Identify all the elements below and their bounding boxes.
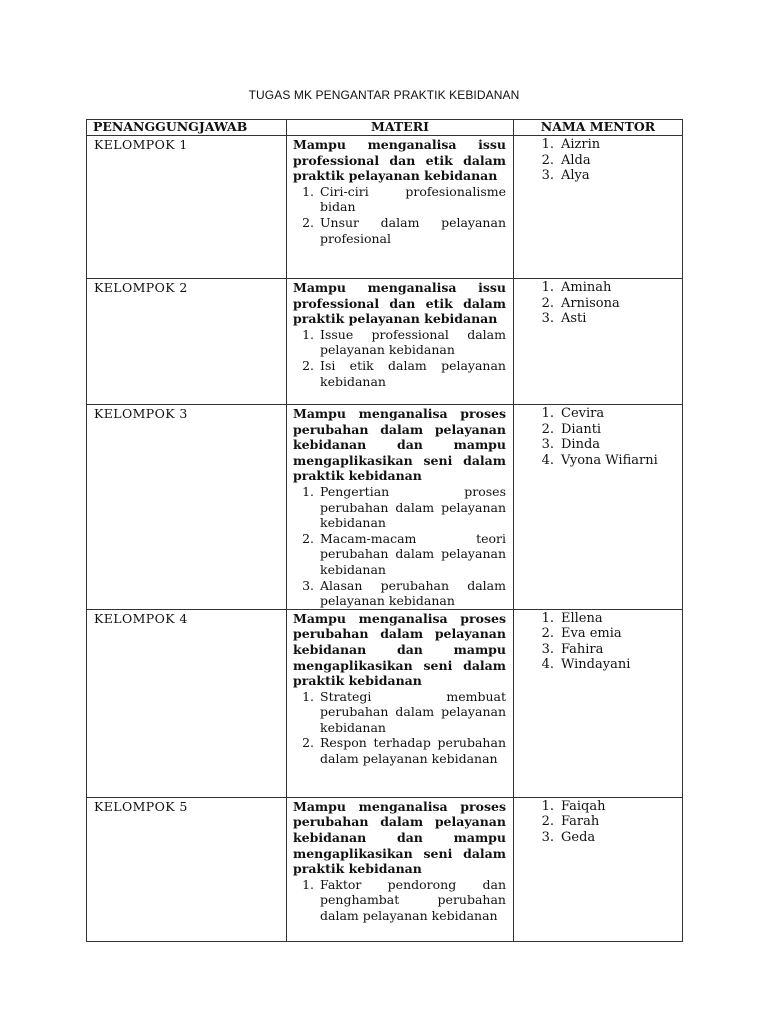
list-item: 1. Faktor pendorong dan penghambat perubahan dalam pelayanan kebidanan (302, 876, 506, 923)
list-item: 2. Macam-macam teori perubahan dalam pelayanan kebidanan (302, 530, 506, 577)
list-item: 1. Ciri-ciri profesionalisme bidan (302, 183, 506, 215)
list-item: 1. Pengertian proses perubahan dalam pelayanan kebidanan (302, 483, 506, 531)
materi-cell (287, 279, 514, 405)
mentor-cell (514, 609, 683, 797)
mentor-list (530, 799, 682, 846)
topic-title: Mampu menganalisa proses perubahan dalam pelayanan kebidanan dan mampu mengaplikasikan seni dalam praktik kebidanan (293, 406, 506, 484)
subtopic-list (293, 689, 506, 767)
materi-cell (287, 609, 514, 797)
mentor-cell (514, 279, 683, 405)
materi-cell (287, 136, 514, 279)
list-item: 4. Vyona Wifiarni (541, 452, 658, 468)
list-item: 3. Alya (541, 168, 590, 183)
subtopic-list (293, 327, 506, 389)
table-row (87, 797, 683, 941)
assignment-table (86, 119, 683, 942)
topic-title: Mampu menganalisa issu professional dan etik dalam praktik pelayanan kebidanan (293, 280, 506, 327)
list-item: 2. Farah (541, 814, 600, 830)
list-item: 1. Cevira (541, 406, 605, 421)
group-name: KELOMPOK 2 (87, 279, 287, 405)
list-item: 1. Aminah (541, 280, 612, 295)
list-item: 2. Isi etik dalam pelayanan kebidanan (302, 357, 506, 389)
list-item: 1. Issue professional dalam pelayanan kebidanan (302, 326, 506, 358)
list-item: 2. Dianti (541, 421, 602, 437)
list-item: 3. Geda (541, 829, 596, 845)
mentor-cell (514, 797, 683, 941)
list-item: 3. Fahira (541, 641, 604, 657)
mentor-list (530, 406, 682, 468)
table-row (87, 136, 683, 279)
document-title: TUGAS MK PENGANTAR PRAKTIK KEBIDANAN (248, 88, 520, 102)
list-item: 2. Alda (541, 152, 591, 168)
topic-title: Mampu menganalisa proses perubahan dalam pelayanan kebidanan dan mampu mengaplikasikan seni dalam praktik kebidanan (293, 798, 506, 877)
header-nama-mentor: NAMA MENTOR (514, 120, 683, 136)
list-item: 1. Strategi membuat perubahan dalam pelayanan kebidanan (302, 688, 506, 735)
topic-title: Mampu menganalisa issu professional dan etik dalam praktik pelayanan kebidanan (293, 137, 506, 184)
materi-cell (287, 797, 514, 941)
topic-title: Mampu menganalisa proses perubahan dalam pelayanan kebidanan dan mampu mengaplikasikan seni dalam praktik kebidanan (293, 610, 506, 689)
table-row (87, 405, 683, 610)
group-name: KELOMPOK 4 (87, 609, 287, 797)
list-item: 3. Asti (541, 311, 587, 326)
mentor-list (530, 280, 682, 327)
group-name: KELOMPOK 1 (87, 136, 287, 279)
header-materi: MATERI (287, 120, 514, 136)
mentor-list (530, 137, 682, 184)
list-item: 2. Respon terhadap perubahan dalam pelayanan kebidanan (302, 735, 506, 767)
table-row (87, 279, 683, 405)
list-item: 1. Aizrin (541, 137, 601, 152)
header-penanggungjawab: PENANGGUNGJAWAB (87, 120, 287, 136)
list-item: 2. Eva emia (541, 626, 622, 642)
subtopic-list (293, 877, 506, 924)
subtopic-list (293, 184, 506, 246)
group-name: KELOMPOK 5 (87, 797, 287, 941)
mentor-cell (514, 136, 683, 279)
mentor-cell (514, 405, 683, 610)
list-item: 1. Faiqah (541, 798, 606, 814)
list-item: 2. Arnisona (541, 295, 620, 311)
list-item: 3. Alasan perubahan dalam pelayanan kebidanan (302, 577, 506, 609)
subtopic-list (293, 484, 506, 609)
materi-cell (287, 405, 514, 610)
group-name: KELOMPOK 3 (87, 405, 287, 610)
list-item: 4. Windayani (541, 657, 631, 673)
table-row (87, 609, 683, 797)
mentor-list (530, 611, 682, 673)
list-item: 1. Ellena (541, 610, 603, 626)
table-header-row (87, 120, 683, 136)
list-item: 2. Unsur dalam pelayanan profesional (302, 214, 506, 246)
list-item: 3. Dinda (541, 437, 601, 452)
